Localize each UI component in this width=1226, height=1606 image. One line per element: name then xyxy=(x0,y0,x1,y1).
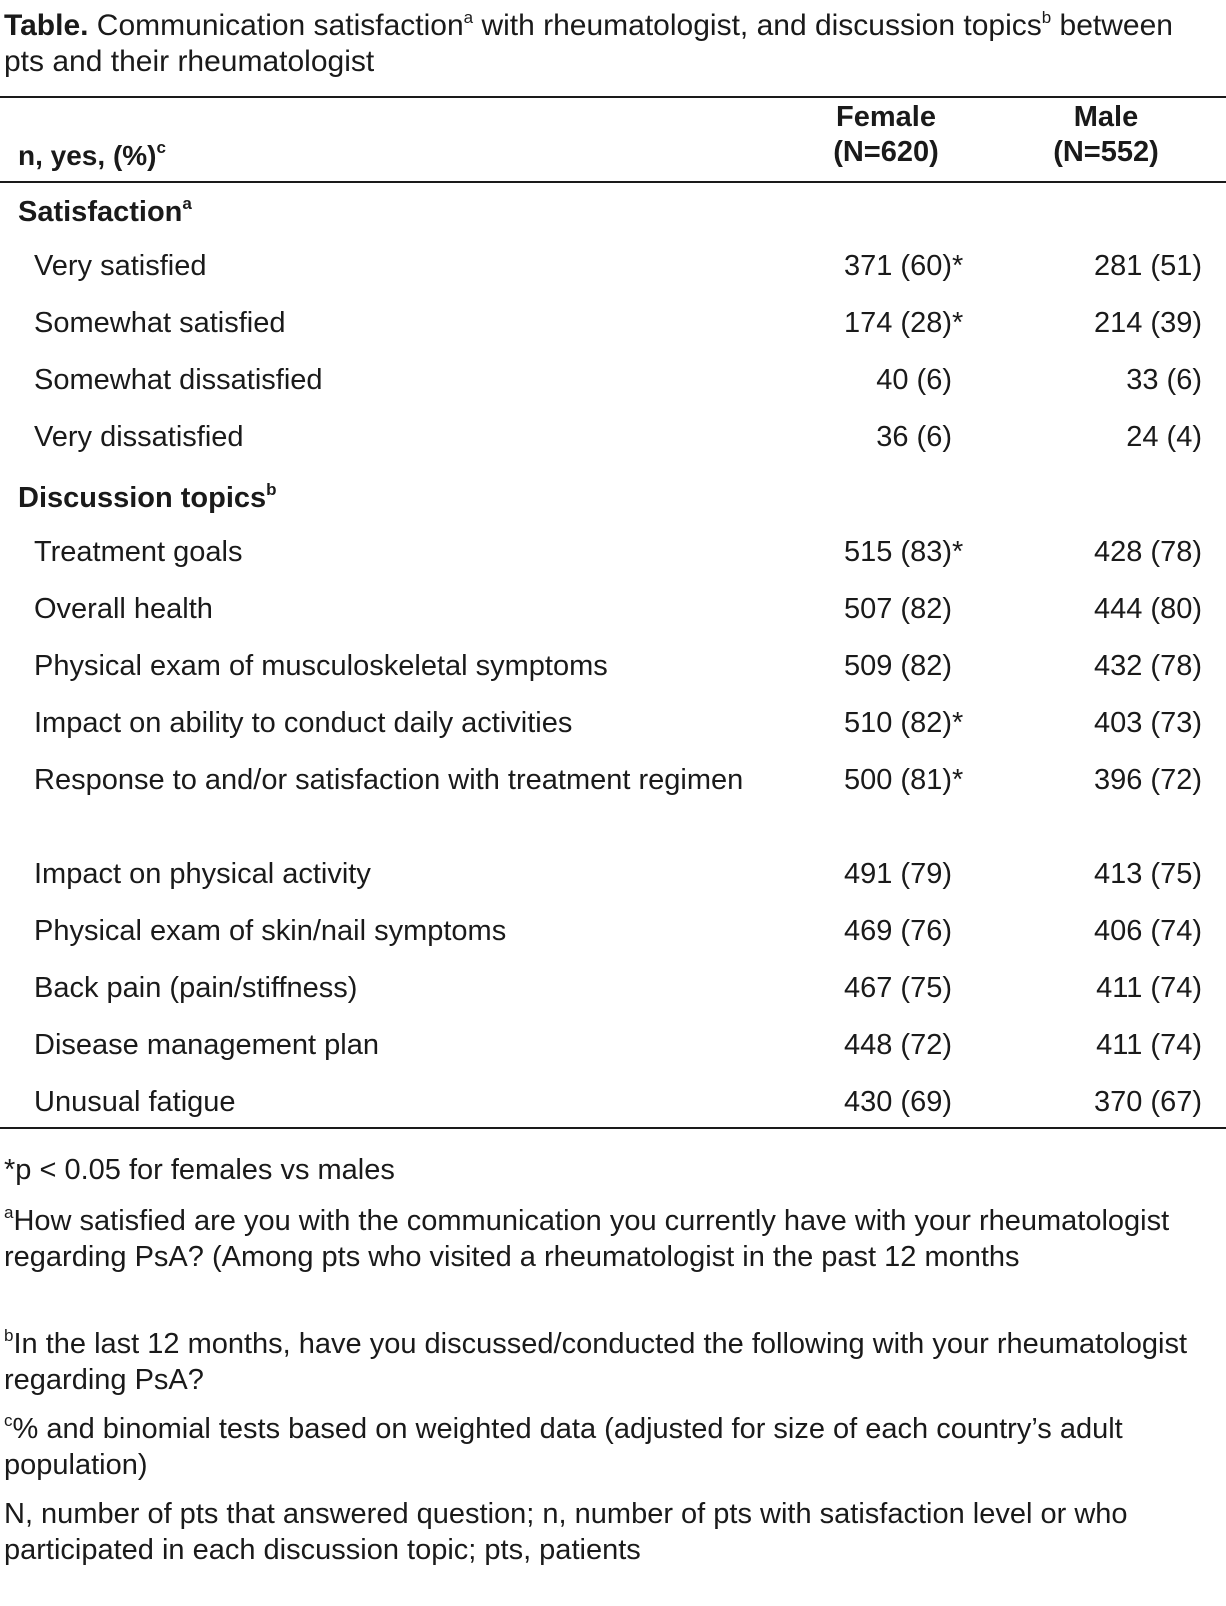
female-count: 36 (6) xyxy=(876,421,952,453)
header-male-title: Male xyxy=(1073,101,1139,133)
header-female-title: Female xyxy=(836,101,936,133)
section-discussion-sup: b xyxy=(266,480,277,499)
header-male xyxy=(996,100,1216,170)
header-female xyxy=(776,100,996,170)
female-value xyxy=(788,762,1024,799)
section-satisfaction xyxy=(18,196,192,229)
male-value: 281 (51) xyxy=(1093,250,1202,282)
female-value xyxy=(788,248,1024,285)
male-value: 396 (72) xyxy=(1093,764,1202,796)
footnote xyxy=(4,1326,1220,1398)
footnote-text: *p < 0.05 for females vs males xyxy=(4,1154,395,1186)
footnote-text: N, number of pts that answered question; n, number of pts with satisfaction level or who participated in each discussion topic; pts, patients xyxy=(4,1498,1128,1566)
female-value xyxy=(788,1027,1024,1064)
female-value xyxy=(788,648,1024,685)
footnote-text: In the last 12 months, have you discussed/conducted the following with your rheumatologist regarding PsA? xyxy=(4,1328,1188,1396)
footnote xyxy=(4,1152,1220,1188)
female-count: 500 (81) xyxy=(843,764,952,796)
section-satisfaction-label: Satisfaction xyxy=(18,196,183,228)
row-label: Impact on ability to conduct daily activities xyxy=(34,707,573,739)
male-value: 403 (73) xyxy=(1093,707,1202,739)
significance-mark: * xyxy=(952,536,964,568)
footnote-text: % and binomial tests based on weighted data (adjusted for size of each country’s adult population) xyxy=(4,1413,1123,1481)
row-label: Physical exam of musculoskeletal symptoms xyxy=(34,650,608,682)
female-count: 507 (82) xyxy=(843,593,952,625)
female-value xyxy=(788,419,1024,456)
female-count: 371 (60) xyxy=(843,250,952,282)
header-female-n: (N=620) xyxy=(833,136,939,168)
significance-mark: * xyxy=(952,764,964,796)
female-value xyxy=(788,362,1024,399)
section-discussion xyxy=(18,482,277,515)
significance-mark: * xyxy=(952,250,964,282)
male-value: 444 (80) xyxy=(1093,593,1202,625)
header-left-label xyxy=(18,140,166,172)
row-label: Very satisfied xyxy=(34,250,207,282)
female-value xyxy=(788,856,1024,893)
male-value: 406 (74) xyxy=(1093,915,1202,947)
footnote-marker: c xyxy=(4,1411,13,1430)
male-value: 432 (78) xyxy=(1093,650,1202,682)
female-count: 515 (83) xyxy=(843,536,952,568)
female-value xyxy=(788,970,1024,1007)
significance-mark: * xyxy=(952,307,964,339)
section-discussion-label: Discussion topics xyxy=(18,482,267,514)
female-value xyxy=(788,305,1024,342)
row-label: Impact on physical activity xyxy=(34,858,371,890)
female-value xyxy=(788,1084,1024,1121)
row-label: Overall health xyxy=(34,593,213,625)
row-label: Back pain (pain/stiffness) xyxy=(34,972,358,1004)
female-count: 509 (82) xyxy=(843,650,952,682)
male-value: 411 (74) xyxy=(1096,1029,1202,1061)
row-label: Response to and/or satisfaction with treatment regimen xyxy=(34,764,744,796)
header-male-n: (N=552) xyxy=(1053,136,1159,168)
female-count: 510 (82) xyxy=(843,707,952,739)
caption-text-c: between pts and their rheumatologist xyxy=(4,9,1173,78)
male-value: 411 (74) xyxy=(1096,972,1202,1004)
male-value: 413 (75) xyxy=(1093,858,1202,890)
female-count: 40 (6) xyxy=(876,364,952,396)
header-left-sup: c xyxy=(156,138,166,157)
header-left-text: n, yes, (%) xyxy=(18,140,157,171)
significance-mark: * xyxy=(952,707,964,739)
female-count: 469 (76) xyxy=(843,915,952,947)
header-rule xyxy=(0,181,1226,183)
female-count: 448 (72) xyxy=(843,1029,952,1061)
caption-sup-a: a xyxy=(463,8,474,27)
male-value: 33 (6) xyxy=(1126,364,1202,396)
male-value: 214 (39) xyxy=(1093,307,1202,339)
footnote xyxy=(4,1496,1220,1568)
row-label: Disease management plan xyxy=(34,1029,379,1061)
row-label: Somewhat satisfied xyxy=(34,307,286,339)
footnote xyxy=(4,1203,1220,1275)
female-count: 430 (69) xyxy=(843,1086,952,1118)
top-rule xyxy=(0,96,1226,98)
male-value: 24 (4) xyxy=(1126,421,1202,453)
row-label: Very dissatisfied xyxy=(34,421,244,453)
footnote xyxy=(4,1411,1220,1483)
female-value xyxy=(788,534,1024,571)
caption-lead: Table. xyxy=(4,9,89,42)
row-label: Physical exam of skin/nail symptoms xyxy=(34,915,507,947)
bottom-rule xyxy=(0,1127,1226,1129)
female-value xyxy=(788,913,1024,950)
male-value: 428 (78) xyxy=(1093,536,1202,568)
row-label: Unusual fatigue xyxy=(34,1086,236,1118)
caption-text-b: with rheumatologist, and discussion topics xyxy=(473,9,1042,42)
female-count: 467 (75) xyxy=(843,972,952,1004)
footnote-text: How satisfied are you with the communication you currently have with your rheumatologist regarding PsA? (Among pts who visited a rheumatologist in the past 12 months xyxy=(4,1205,1170,1273)
caption-text-a: Communication satisfaction xyxy=(88,9,464,42)
row-label: Treatment goals xyxy=(34,536,243,568)
female-value xyxy=(788,705,1024,742)
female-value xyxy=(788,591,1024,628)
caption-sup-b: b xyxy=(1041,8,1052,27)
table-caption xyxy=(4,8,1220,80)
female-count: 174 (28) xyxy=(843,307,952,339)
footnote-marker: a xyxy=(4,1203,14,1222)
female-count: 491 (79) xyxy=(843,858,952,890)
male-value: 370 (67) xyxy=(1093,1086,1202,1118)
row-label: Somewhat dissatisfied xyxy=(34,364,323,396)
section-satisfaction-sup: a xyxy=(182,194,192,213)
footnote-marker: b xyxy=(4,1326,14,1345)
